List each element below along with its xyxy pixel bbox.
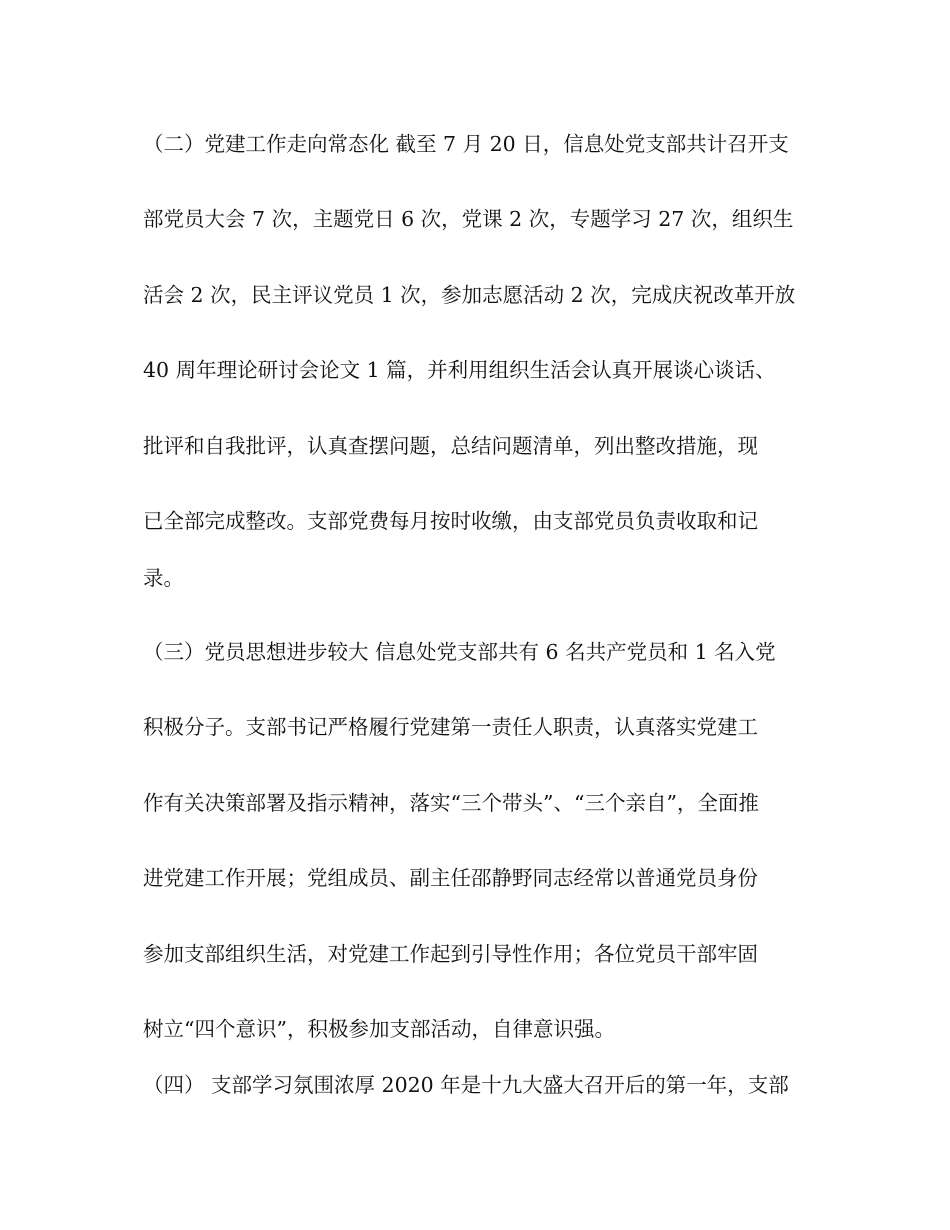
text-line: （二）党建工作走向常态化 截至 7 月 20 日，信息处党支部共计召开支 <box>143 132 789 156</box>
text-line: 批评和自我批评，认真查摆问题，总结问题清单，列出整改措施，现 <box>143 434 758 458</box>
text-line: （三）党员思想进步较大 信息处党支部共有 6 名共产党员和 1 名入党 <box>143 640 776 664</box>
text-line: 参加支部组织生活，对党建工作起到引导性作用；各位党员干部牢固 <box>143 942 758 966</box>
text-line: 活会 2 次，民主评议党员 1 次，参加志愿活动 2 次，完成庆祝改革开放 <box>143 283 796 307</box>
text-line: 40 周年理论研讨会论文 1 篇，并利用组织生活会认真开展谈心谈话、 <box>143 358 776 382</box>
text-line: 录。 <box>143 566 184 590</box>
text-line: 作有关决策部署及指示精神，落实“三个带头”、“三个亲自”，全面推 <box>143 791 759 815</box>
text-line: 部党员大会 7 次，主题党日 6 次，党课 2 次，专题学习 27 次，组织生 <box>143 207 794 231</box>
text-line: （四） 支部学习氛围浓厚 2020 年是十九大盛大召开后的第一年，支部 <box>143 1073 789 1097</box>
text-line: 进党建工作开展；党组成员、副主任邵静野同志经常以普通党员身份 <box>143 866 758 890</box>
text-line: 积极分子。支部书记严格履行党建第一责任人职责，认真落实党建工 <box>143 715 758 739</box>
text-line: 已全部完成整改。支部党费每月按时收缴，由支部党员负责收取和记 <box>143 509 758 533</box>
text-line: 树立“四个意识”，积极参加支部活动，自律意识强。 <box>143 1017 615 1041</box>
